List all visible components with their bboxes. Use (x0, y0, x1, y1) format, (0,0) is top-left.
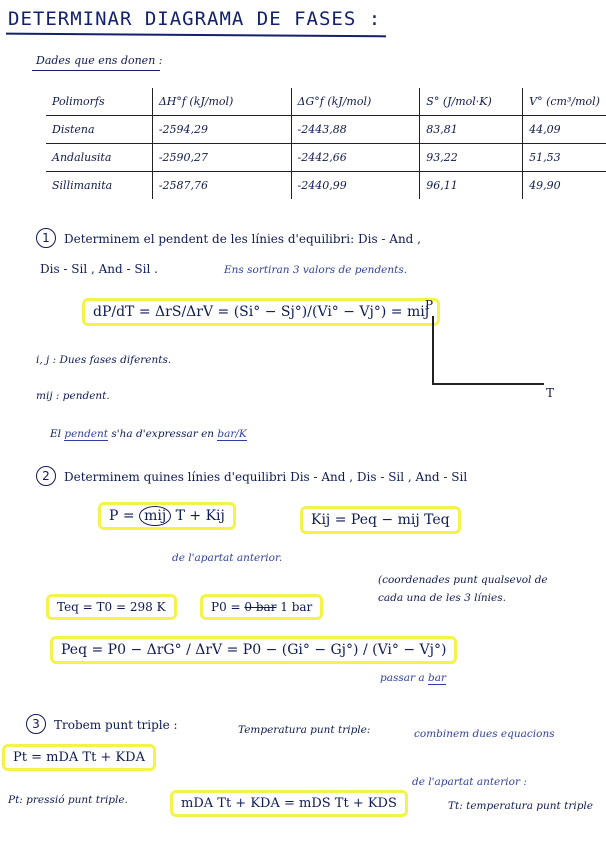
step3-line2: de l'apartat anterior : (412, 776, 527, 788)
triple-point-equation: mDA Tt + KDA = mDS Tt + KDS (170, 790, 408, 817)
pt-axis-horizontal (432, 383, 544, 385)
peq-note (380, 672, 446, 684)
p0-label: P0 = (211, 600, 241, 614)
step-number: 1 (36, 228, 56, 248)
step3-line1b: Temperatura punt triple: (238, 724, 371, 736)
step-number: 2 (36, 466, 56, 486)
line-equation (98, 502, 236, 530)
table-header: S° (J/mol·K) (420, 88, 523, 116)
table-row (46, 172, 606, 200)
units-note-d: bar/K (217, 428, 247, 440)
units-note-c: s'ha d'expressar en (111, 428, 215, 440)
teq-box: Teq = T0 = 298 K (46, 594, 177, 620)
table-cell: 49,90 (523, 172, 606, 200)
page-title: DETERMINAR DIAGRAMA DE FASES : (8, 8, 382, 30)
table-cell: -2442,66 (291, 144, 420, 172)
table-cell: 83,81 (420, 116, 523, 144)
table-header: V° (cm³/mol) (523, 88, 606, 116)
intercept-equation: Kij = Peq − mij Teq (300, 506, 461, 534)
table-cell: -2440,99 (291, 172, 420, 200)
line-eq-a: P = (109, 508, 135, 524)
axis-label-p: P (425, 298, 434, 312)
units-note (50, 428, 247, 440)
table-cell: Distena (46, 116, 152, 144)
units-note-b: pendent (64, 428, 108, 440)
step1-line2: Dis - Sil , And - Sil . (40, 262, 158, 276)
table-cell: Andalusita (46, 144, 152, 172)
step3-line1: Trobem punt triple : (54, 718, 178, 732)
intro-underline (32, 70, 160, 71)
formula-frac: (Si° − Sj°)/(Vi° − Vj°) (233, 304, 387, 320)
table-cell: -2594,29 (152, 116, 291, 144)
table-cell: -2443,88 (291, 116, 420, 144)
table-header-row (46, 88, 606, 116)
peq-b: P0 − ΔrG° / ΔrV (107, 642, 223, 658)
coord-note-1: (coordenades punt qualsevol de (378, 574, 548, 586)
p0-value: 1 bar (280, 600, 313, 614)
peq-note-b: bar (427, 672, 446, 684)
peq-c: = P0 − (Gi° − Gj°) / (Vi° − Vj°) (226, 642, 447, 658)
peq-a: Peq = (61, 642, 104, 658)
table-cell: Sillimanita (52, 179, 113, 192)
peq-note-a: passar a (380, 672, 425, 684)
line-eq-c: T + Kij (175, 508, 225, 524)
table-header: Polimorfs (46, 88, 152, 116)
table-cell: 51,53 (523, 144, 606, 172)
p0-strike: 0 bar (244, 600, 277, 614)
table-cell: 44,09 (523, 116, 606, 144)
pt-equation: Pt = mDA Tt + KDA (2, 744, 156, 771)
p0-box (200, 594, 323, 620)
pt-axis-vertical (432, 316, 434, 384)
step1-note: Ens sortiran 3 valors de pendents. (224, 264, 408, 276)
table-cell: -2587,76 (152, 172, 291, 200)
peq-formula (50, 636, 457, 664)
table-cell: 93,22 (420, 144, 523, 172)
step1-line1: Determinem el pendent de les línies d'equilibri: Dis - And , (64, 232, 421, 246)
step3-line1c: combinem dues equacions (414, 728, 555, 740)
units-note-a: El (50, 428, 62, 440)
table-cell: 96,11 (420, 172, 523, 200)
step2-line1: Determinem quines línies d'equilibri Dis - And , Dis - Sil , And - Sil (64, 470, 468, 484)
formula-rhs: mij (406, 304, 430, 320)
formula-lhs: dP/dT (93, 304, 135, 320)
formula-mid: ΔrS/ΔrV (155, 304, 214, 320)
coord-note-2: cada una de les 3 línies. (378, 592, 506, 604)
table-cell: -2590,27 (152, 144, 291, 172)
pt-note: Pt: pressió punt triple. (8, 794, 128, 806)
tt-note: Tt: temperatura punt triple (448, 800, 593, 812)
sub-note: de l'apartat anterior. (172, 552, 283, 564)
intro-text: Dades que ens donen : (36, 54, 163, 67)
step-number: 3 (26, 714, 46, 734)
table-header: ΔG°f (kJ/mol) (291, 88, 420, 116)
table-header: ΔH°f (kJ/mol) (152, 88, 291, 116)
mij-definition: mij : pendent. (36, 390, 110, 402)
table-row (46, 116, 606, 144)
title-underline (6, 33, 386, 38)
table-row (46, 144, 606, 172)
ij-definition: i, j : Dues fases diferents. (36, 354, 172, 366)
axis-label-t: T (546, 386, 555, 400)
properties-table (46, 88, 606, 199)
slope-formula: dP/dT = ΔrS/ΔrV = (Si° − Sj°)/(Vi° − Vj°) = mij (82, 298, 440, 326)
line-eq-b: mij (139, 506, 171, 526)
